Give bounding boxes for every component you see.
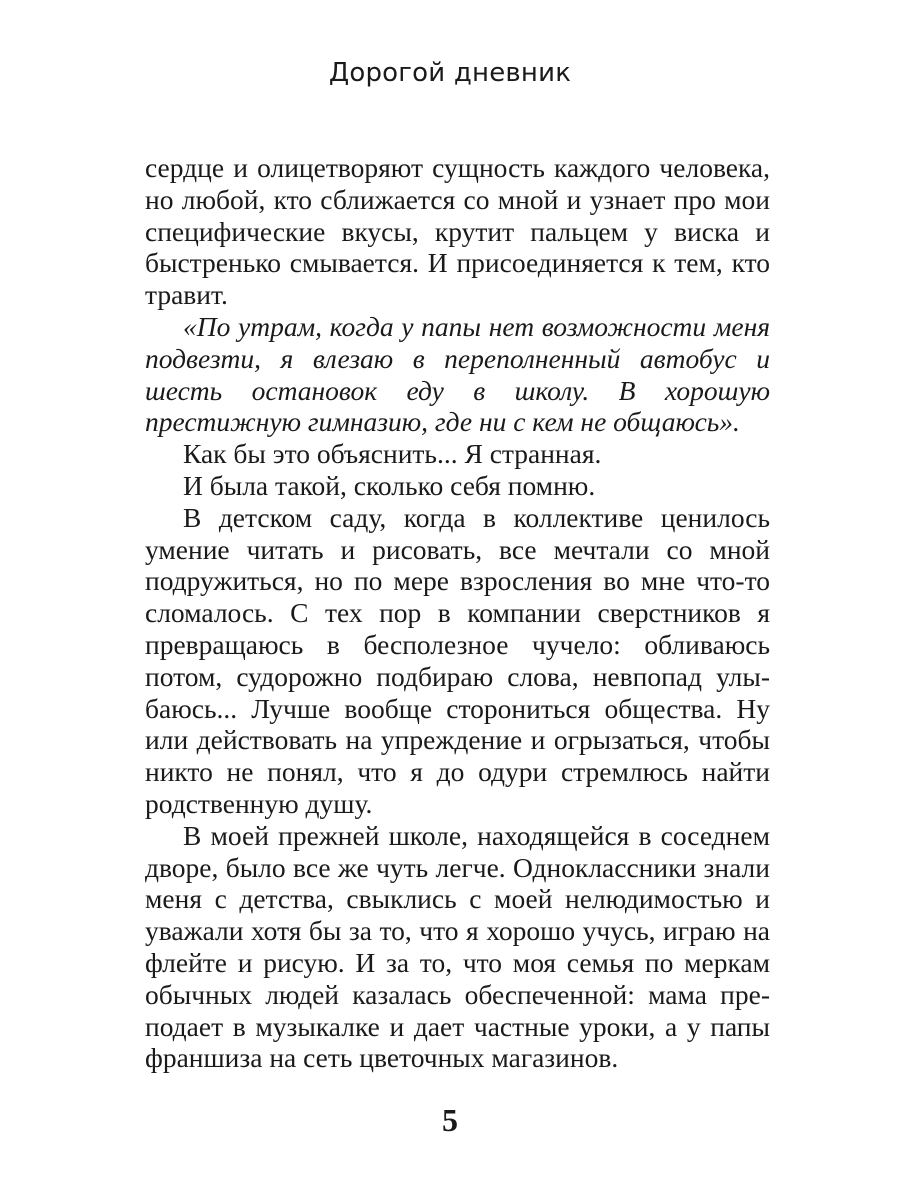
paragraph: И была такой, сколько себя помню. <box>183 469 596 501</box>
body-text <box>145 152 770 1074</box>
paragraph-quote: «По утрам, когда у папы нет возможности меня подвезти, я влезаю в переполненный автобус и шесть остановок еду в школу. В хорошую престижную гимназию, где ни с кем не общаюсь». <box>145 310 770 438</box>
paragraph: Как бы это объяснить... Я странная. <box>183 438 602 470</box>
paragraph-continued: сердце и олицетворяют сущность каждого человека, но любой, кто сближается со мной и узнает про мои специфические вкусы, крутит пальцем у виска и быстренько смывается. И присоединяется к тем, кто травит. <box>145 152 770 311</box>
page-number: 5 <box>442 1102 458 1138</box>
paragraph: В моей прежней школе, находящейся в соседнем дворе, было все же чуть легче. Одноклассники знали меня с детства, свыклись с моей нелюдимостью и уважали хотя бы за то, что я хорошо учусь, играю на флейте и рисую. И за то, что моя семья по меркам обычных людей казалась обеспеченной: мама преподает в музыкалке и дает частные уроки, а у папы франшиза на сеть цветочных магазинов. <box>145 819 770 1074</box>
paragraph: В детском саду, когда в коллективе ценилось умение читать и рисовать, все мечтали со мной подружиться, но по мере взросления во мне что-то сломалось. С тех пор в компании сверстников я превращаюсь в бесполезное чучело: обливаюсь потом, судорожно подбираю слова, невпопад улыбаюсь... Лучше вообще сторониться общества. Ну или действовать на упреждение и огрызаться, чтобы никто не понял, что я до одури стремлюсь найти родственную душу. <box>145 501 770 819</box>
running-header: Дорогой дневник <box>328 58 572 88</box>
